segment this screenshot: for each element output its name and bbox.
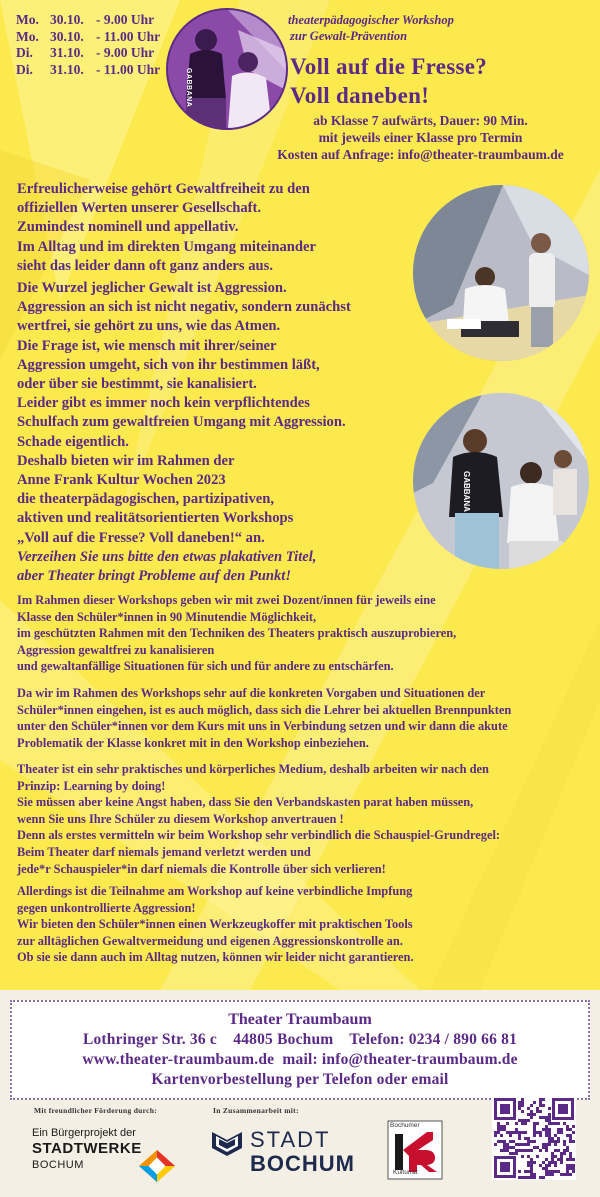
support-label: Mit freundlicher Förderung durch: [34, 1106, 158, 1115]
intro-paragraph: Erfreulicherweise gehört Gewaltfreiheit zu den offiziellen Werten unserer Gesellschaft. Zumindest nominell und appellativ. Im Alltag und im direkten Umgang miteinander sieht das leider dann oft ganz anders aus. [17, 181, 316, 274]
schedule-row: Mo. 30.10. - 9.00 Uhr [16, 12, 155, 27]
schedule-list [16, 12, 181, 78]
rehearsal-photo-1 [413, 185, 589, 361]
contact-box [10, 1000, 590, 1100]
schedule-row: Di. 31.10. - 11.00 Uhr [16, 61, 161, 77]
rehearsal-photo-2 [413, 393, 589, 569]
cooperation-label: In Zusammenarbeit mit: [213, 1106, 299, 1115]
workshop-info: ab Klasse 7 aufwärts, Dauer: 90 Min. mit jeweils einer Klasse pro Termin Kosten auf Anfrage: info@theater-traumbaum.de [277, 113, 564, 162]
aggression-paragraph: Die Wurzel jeglicher Gewalt ist Aggression. Aggression an sich ist nicht negativ, sondern zunächst wertfrei, sie gehört zu uns, wie das Atmen. Die Frage ist, wie mensch mit ihrer/seiner Aggression umgeht, sich von ihr bestimmen läßt, oder über sie bestimmt, sie kanalisiert. Leider gibt es immer noch kein verpflichtendes Schulfach zum gewaltfreien Umgang mit Aggression. Schade eigentlich. Deshalb bieten wir im Rahmen der Anne Frank Kultur Wochen 2023 die theaterpädagogischen, partizipativen, aktiven und realitätsorientierten Workshops „Voll auf die Fresse? Voll daneben!“ an. Verzeihen Sie uns bitte den etwas plakativen Titel, aber Theater bringt Probleme auf den Punkt! [17, 280, 351, 585]
workshop-title: Voll auf die Fresse? Voll daneben! [290, 54, 488, 108]
shirt-print: GABBANA [462, 471, 471, 512]
tickets-line: Kartenvorbestellung per Telefon oder email [151, 1071, 449, 1088]
workshop-paragraph: Im Rahmen dieser Workshops geben wir mit zwei Dozent/innen für jeweils eine Klasse den Schüler*innen in 90 Minutendie Möglichkeit, im geschützten Rahmen mit den Techniken des Theaters praktisch auszuprobieren, Aggression gewaltfrei zu kanalisieren und gewaltanfällige Situationen für sich und für andere zu entschärfen. [17, 593, 457, 674]
web-mail-line[interactable]: www.theater-traumbaum.de mail: info@theater-traumbaum.de [82, 1051, 518, 1068]
teachers-paragraph: Da wir im Rahmen des Workshops sehr auf die konkreten Vorgaben und Situationen der Schüler*innen eingehen, ist es auch möglich, dass sich die Lehrer bei aktuellen Brennpunkten unter den Schüler*innen vor dem Kurs mit uns in Verbindung setzen und wir dann die akute Problematik der Klasse konkret mit in den Workshop einbeziehen. [17, 686, 512, 750]
kulturrat-logo: Bochumer Kulturrat [387, 1120, 443, 1180]
workshop-subtitle: theaterpädagogischer Workshop zur Gewalt-Prävention [288, 13, 454, 43]
stadtwerke-logo: Ein Bürgerprojekt der STADTWERKE BOCHUM [32, 1126, 182, 1186]
qr-code[interactable] [492, 1096, 576, 1180]
city-crest-icon [210, 1128, 244, 1162]
stadt-bochum-logo: STADT BOCHUM [210, 1122, 370, 1182]
theater-name: Theater Traumbaum [228, 1011, 372, 1028]
schedule-row: Di. 31.10. - 9.00 Uhr [16, 45, 155, 60]
closing-paragraph: Allerdings ist die Teilnahme am Workshop auf keine verbindliche Impfung gegen unkontrollierte Aggression! Wir bieten den Schüler*innen einen Werkzeugkoffer mit praktischen Tools zur alltäglichen Gewaltvermeidung und eigenen Aggressionskontrolle an. Ob sie sie dann auch im Alltag nutzen, können wir leider nicht garantieren. [17, 884, 414, 965]
address-line: Lothringer Str. 36 c 44805 Bochum Telefon: 0234 / 890 66 81 [82, 1031, 518, 1048]
schedule-row: Mo. 30.10. - 11.00 Uhr [16, 28, 161, 44]
stadtwerke-mark-icon [137, 1148, 177, 1184]
shirt-print: GABBANA [185, 68, 192, 108]
theater-paragraph: Theater ist ein sehr praktisches und körperliches Medium, deshalb arbeiten wir nach den Prinzip: Learning by doing! Sie müssen aber keine Angst haben, dass Sie den Verbandskasten parat haben müssen, wenn Sie uns Ihre Schüler zu diesem Workshop anvertrauen ! Denn als erstes vermitteln wir beim Workshop sehr verbindlich die Schauspiel-Grundregel: Beim Theater darf niemals jemand verletzt werden und jede*r Schauspieler*in darf niemals die Kontrolle über sich verlieren! [17, 762, 501, 876]
